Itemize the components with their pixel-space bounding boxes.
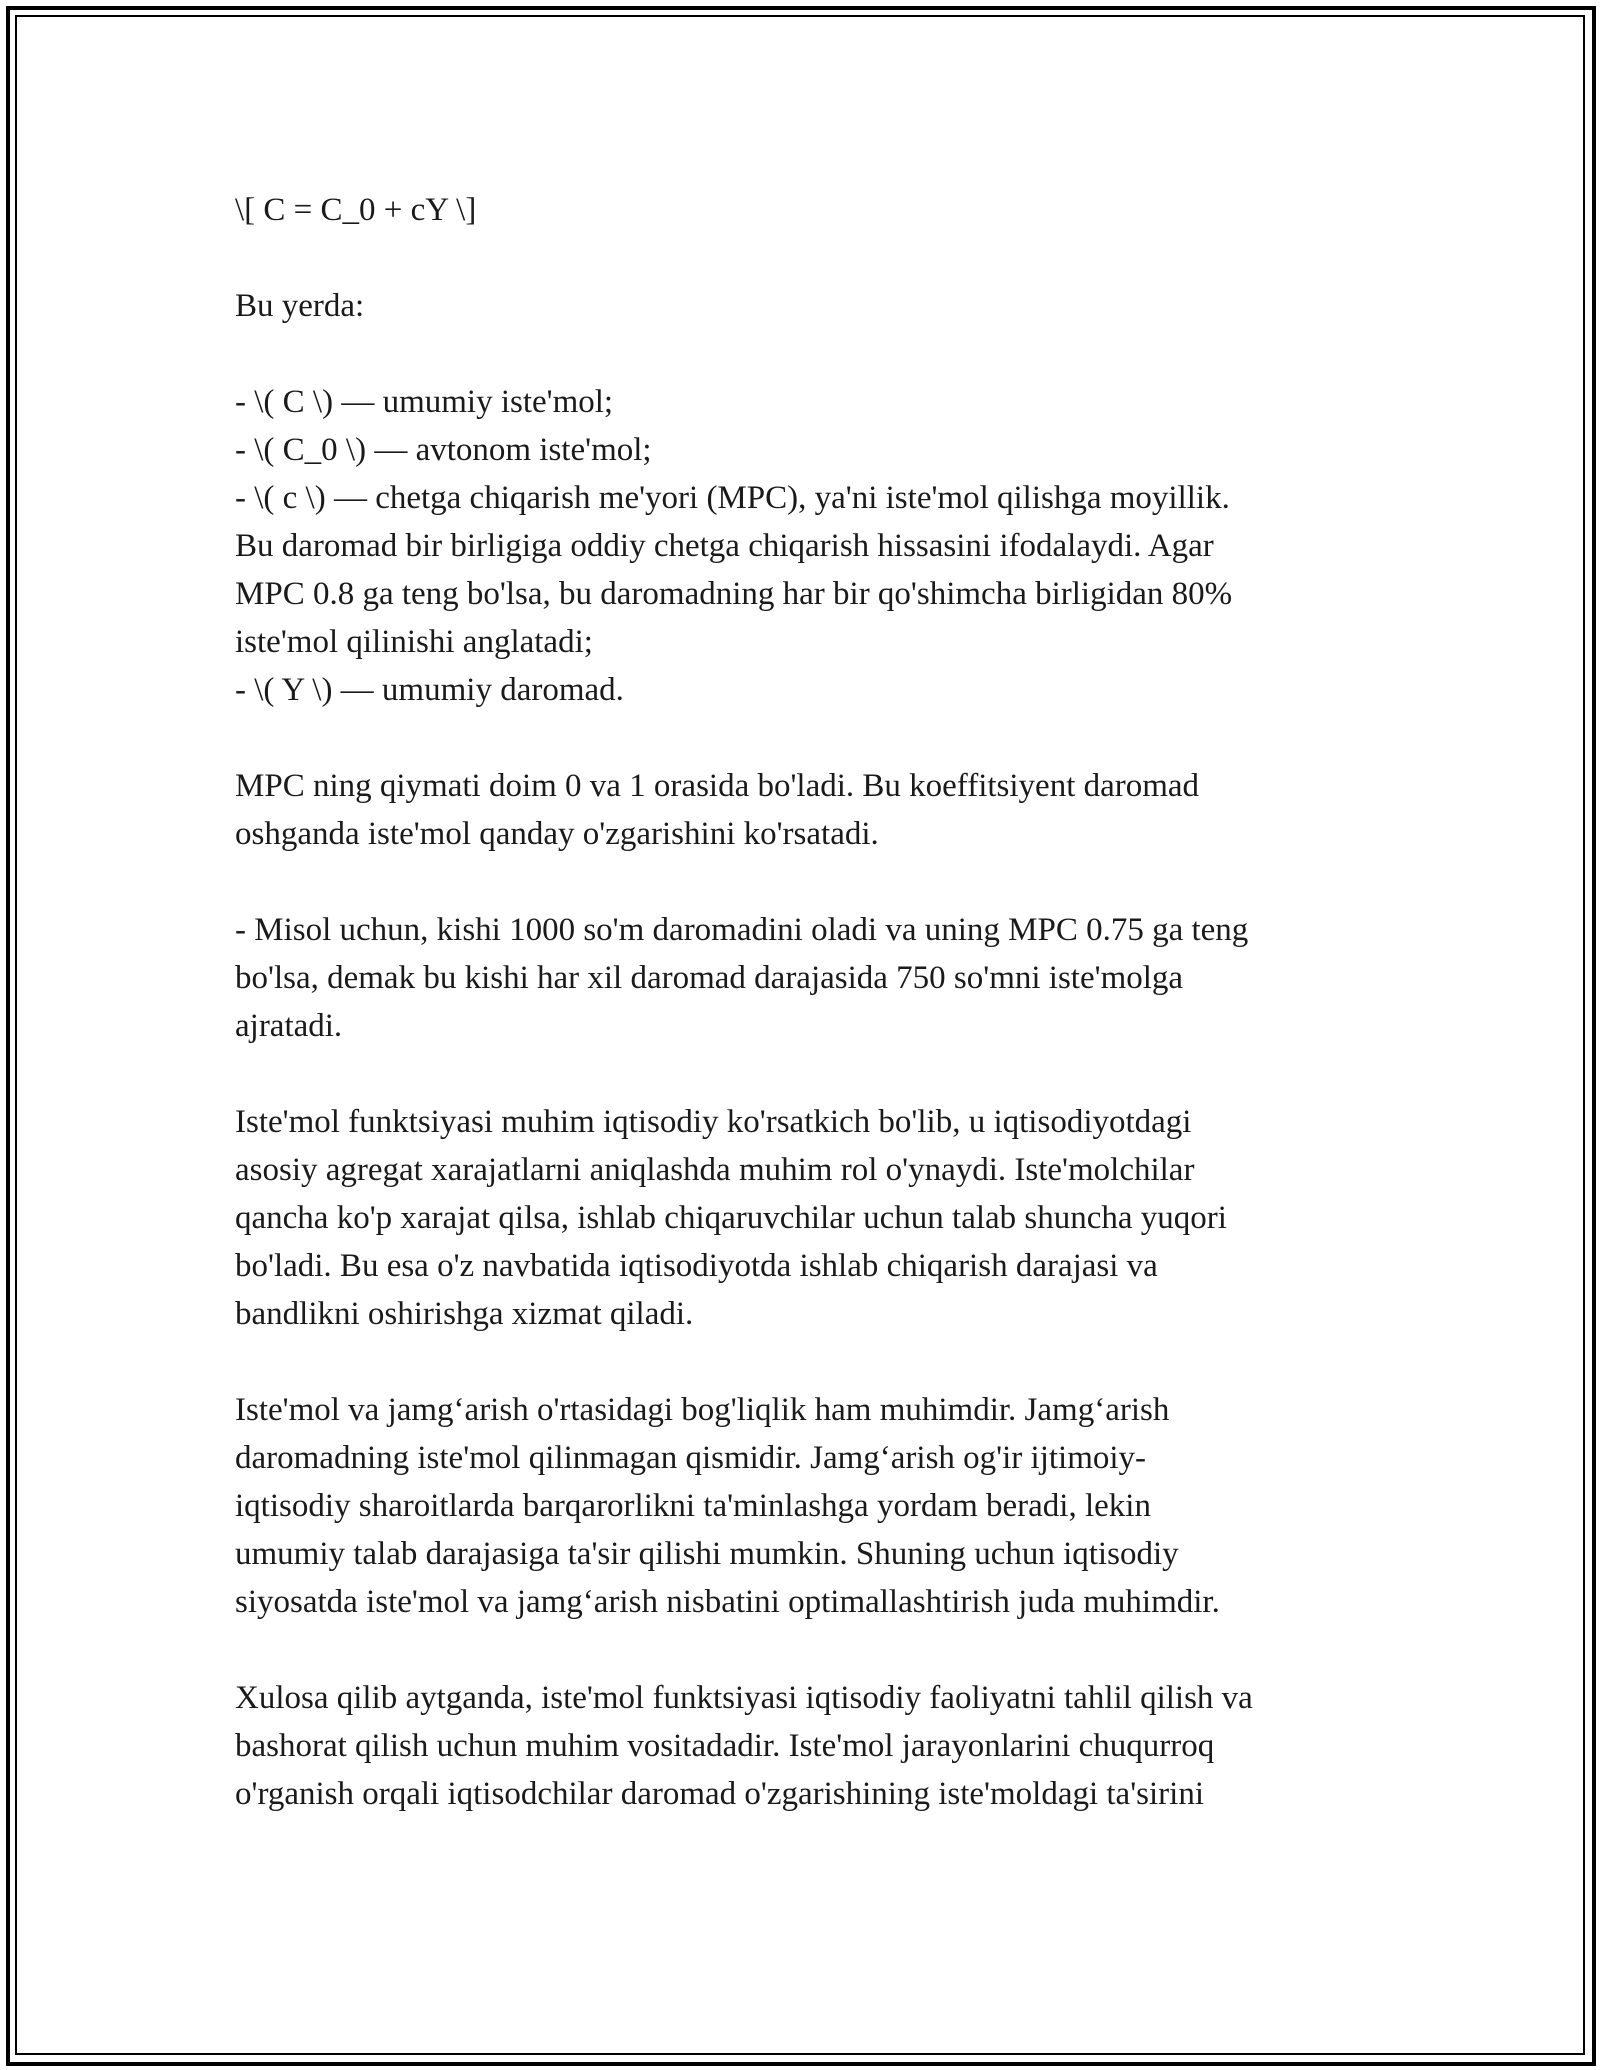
paragraph-line: MPC ning qiymati doim 0 va 1 orasida bo'ladi. Bu koeffitsiyent daromad [235,768,1200,804]
paragraph-line: umumiy talab darajasiga ta'sir qilishi mumkin. Shuning uchun iqtisodiy [235,1536,1179,1572]
definition-item-mpc-line: - \( c \) — chetga chiqarish me'yori (MPC), ya'ni iste'mol qilishga moyillik. [235,480,1230,516]
intro-paragraph [235,282,1385,330]
savings-paragraph [235,1386,1385,1626]
paragraph-line: iqtisodiy sharoitlarda barqarorlikni ta'minlashga yordam beradi, lekin [235,1488,1151,1524]
definition-item-c: - \( C \) — umumiy iste'mol; [235,384,614,420]
definition-item-y: - \( Y \) — umumiy daromad. [235,672,624,708]
importance-paragraph [235,1098,1385,1338]
paragraph-line: - Misol uchun, kishi 1000 so'm daromadini oladi va uning MPC 0.75 ga teng [235,912,1249,948]
formula-paragraph [235,186,1385,234]
definition-item-mpc-line: iste'mol qilinishi anglatadi; [235,624,593,660]
intro-text: Bu yerda: [235,288,365,324]
paragraph-line: bo'lsa, demak bu kishi har xil daromad darajasida 750 so'mni iste'molga [235,960,1184,996]
definition-item-mpc-line: Bu daromad bir birligiga oddiy chetga chiqarish hissasini ifodalaydi. Agar [235,528,1214,564]
paragraph-line: o'rganish orqali iqtisodchilar daromad o'zgarishining iste'moldagi ta'sirini [235,1776,1204,1812]
example-paragraph [235,906,1385,1050]
paragraph-line: Iste'mol va jamg‘arish o'rtasidagi bog'liqlik ham muhimdir. Jamg‘arish [235,1392,1170,1428]
paragraph-line: bashorat qilish uchun muhim vositadadir. Iste'mol jarayonlarini chuqurroq [235,1728,1215,1764]
definition-item-mpc-line: MPC 0.8 ga teng bo'lsa, bu daromadning har bir qo'shimcha birligidan 80% [235,576,1233,612]
mpc-range-paragraph [235,762,1385,858]
paragraph-line: daromadning iste'mol qilinmagan qismidir. Jamg‘arish og'ir ijtimoiy- [235,1440,1147,1476]
formula: \[ C = C_0 + cY \] [235,192,477,228]
conclusion-paragraph [235,1674,1385,1818]
paragraph-line: siyosatda iste'mol va jamg‘arish nisbatini optimallashtirish juda muhimdir. [235,1584,1220,1620]
paragraph-line: Xulosa qilib aytganda, iste'mol funktsiyasi iqtisodiy faoliyatni tahlil qilish va [235,1680,1253,1716]
paragraph-line: Iste'mol funktsiyasi muhim iqtisodiy ko'rsatkich bo'lib, u iqtisodiyotdagi [235,1104,1192,1140]
paragraph-line: bo'ladi. Bu esa o'z navbatida iqtisodiyotda ishlab chiqarish darajasi va [235,1248,1158,1284]
paragraph-line: qancha ko'p xarajat qilsa, ishlab chiqaruvchilar uchun talab shuncha yuqori [235,1200,1227,1236]
paragraph-line: oshganda iste'mol qanday o'zgarishini ko'rsatadi. [235,816,879,852]
paragraph-line: bandlikni oshirishga xizmat qiladi. [235,1296,694,1332]
document-body [235,186,1385,1866]
paragraph-line: ajratadi. [235,1008,343,1044]
paragraph-line: asosiy agregat xarajatlarni aniqlashda muhim rol o'ynaydi. Iste'molchilar [235,1152,1195,1188]
definitions-list [235,378,1385,714]
definition-item-c0: - \( C_0 \) — avtonom iste'mol; [235,432,652,468]
